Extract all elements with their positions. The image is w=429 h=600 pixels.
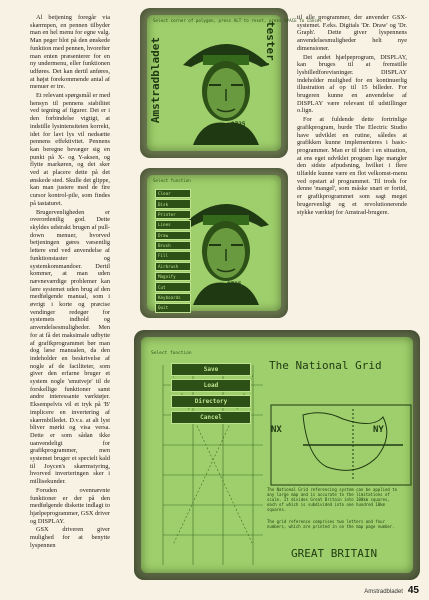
screen-prompt: Select function [151, 351, 192, 356]
screenshot-1 [140, 8, 322, 158]
file-menu [171, 363, 251, 424]
menu-item[interactable]: Clear [155, 189, 191, 198]
function-menu [155, 189, 191, 313]
menu-item[interactable]: Cut [155, 282, 191, 291]
map-description: The grid reference comprises two letters and four numbers, which are printed in on the map page number. [267, 519, 395, 529]
left-paragraph: Brugervenligheden er overordentlig god. Dette skyldes udstrakt brugen af pull-down menuer, hvorved betjeningen gøres væsentlig lettere end ved anvendelse af funktionstaster og systemkommandoer. Dertil kommer, at man uden nævneværdige problemer kan lære systemet uden brug af den medfølgende manual, som i øvrigt i korte og præcise vendinger redegør for systemets indhold og anvendelsesmuligheder. Men for at få det maksimale udbytte af grafikprogrammet bør man dog læse manualen, da den indeholder en beskrivelse af nogle af de faciliteter, som giver den erfarne bruger et system nogle 'smutveje' til de forskellige funktioner samt andre interessante værktøjer. Eksempelvis vil et tryk på 'B' implicere en invertering af skærmbilledet. D.v.s. at alt lyst bliver mørkt og visa versa. Dette er som sådan ikke uanvendeligt for grafikprogrammer, men systemet bruger et specielt kald til Joycen's skærmstyring, hvorved inverteringen sker i millisekunder. [30, 208, 110, 486]
menu-item[interactable]: Draw [155, 231, 191, 240]
page-number: 45 [407, 585, 419, 596]
menu-item[interactable]: Keyboards [155, 293, 191, 302]
grid-label-ny: NY [373, 425, 384, 435]
map-description: The National Grid referencing system can be applied to any large map and is accurate to the limitations of scale. It divides Great Britain into 100km squares, each of which is subdivided into one hundred 10km squares. [267, 487, 398, 512]
vertical-title-right: tester. [264, 21, 277, 68]
grid-label-nx: NX [271, 425, 282, 435]
page-footer [364, 585, 419, 596]
save-button[interactable]: Save [171, 363, 251, 376]
screenshot-2 [140, 168, 288, 318]
load-button[interactable]: Load [171, 379, 251, 392]
menu-item[interactable]: Fill [155, 251, 191, 260]
menu-item[interactable]: Printer [155, 210, 191, 219]
vertical-title-left: Amstradbladet [149, 37, 162, 124]
map-footer: GREAT BRITAIN [291, 547, 378, 560]
left-paragraph: Foruden ovennævnte funktioner er der på den medfølgende diskette indlagt to hjælpeprogrammer, GSX driver og DISPLAY. [30, 486, 111, 525]
menu-item[interactable]: Disk [155, 199, 191, 208]
directory-button[interactable]: Directory [171, 395, 251, 408]
screen-prompt: Select corner of polygon, press ALT to reset, press SPACE to cancel [153, 18, 322, 23]
left-paragraph: Et relevant spørgsmål er med hensyn til pennens stabilitet ved tegning af figurer. Det er i den forbindelse vigtigt, at indstille lysintensiteten korrekt, idet for lavt lys vil nedsætte pennens effektivitet. Pennens kan beregne bevæger sig en punkt på X- og Y-aksen, og flytte markøren, og det sker ved at placere dette på det ønskede sted. Skulle det glippe, kan man justere med de fire cursor kontrol-pile, som findes på tastaturet. [30, 92, 110, 207]
screen-code: 9725 [227, 281, 242, 288]
screenshot-3 [134, 330, 420, 580]
magazine-name: Amstradbladet [364, 589, 403, 595]
monitor-screen [147, 175, 281, 311]
screen-code: 9725 [231, 121, 246, 128]
menu-item[interactable]: Quit [155, 303, 191, 312]
menu-item[interactable]: Brush [155, 241, 191, 250]
left-paragraph: Al betjening foregår via skærmpen, en pennen tilbyder man en hel menu for egne valg. Man peger blot på den ønskede funktion med pennen, hvorefter man enten præsenterer for en ny undermenu, eller funktionen udføres. Det kan dertil anføres, at højst forekommende antal af menuer er tre. [30, 14, 110, 91]
left-paragraph: GSX driveren giver mulighed for at benytte lyspennen [30, 526, 110, 549]
right-paragraph: til alle programmer, der anvender GSX-systemet. F.eks. Digitals 'Dr. Draw' og 'Dr. Graph'. Dette giver lyspennens anvendelsesmuligheder helt nye dimensioner. [297, 14, 407, 52]
menu-item[interactable]: Airbrush [155, 262, 191, 271]
left-text-column [30, 14, 110, 551]
right-text-column [297, 14, 407, 217]
map-title: The National Grid [269, 359, 382, 372]
right-paragraph: For at fuldende dette fortrinlige grafikprogram, burde The Electric Studio have udviklet en rutine, således at grafikken kunne implementeres i basic-programmer. Man er til tider i en situation, at ens eget udviklet program lige mangler den sidste afpudsning, hvilket i flere tilfælde kunne være en flot velkomst-menu ved opstart af programmet. Til trods for denne 'mangel', som måske snart er fortid, er grafikprogrammet som sagt meget brugervenligt og et revolutionerende stykke værktøj for Amstrad-brugere. [297, 116, 407, 216]
menu-item[interactable]: Lines [155, 220, 191, 229]
cancel-button[interactable]: Cancel [171, 411, 251, 424]
menu-item[interactable]: Magnify [155, 272, 191, 281]
screen-prompt: Select function [153, 178, 191, 183]
monitor-screen [141, 337, 413, 573]
monitor-screen [147, 15, 322, 151]
right-paragraph: Det andet hjælpeprogram, DISPLAY, kan bruges til at fremstille lysbilledforevisninger. DISPLAY indeholder mulighed for en kontinuerlig illustration af op til 15 billeder. For brugeren kunne en anvendelse af DISPLAY være relevant til udstillinger o.lign. [297, 53, 407, 115]
